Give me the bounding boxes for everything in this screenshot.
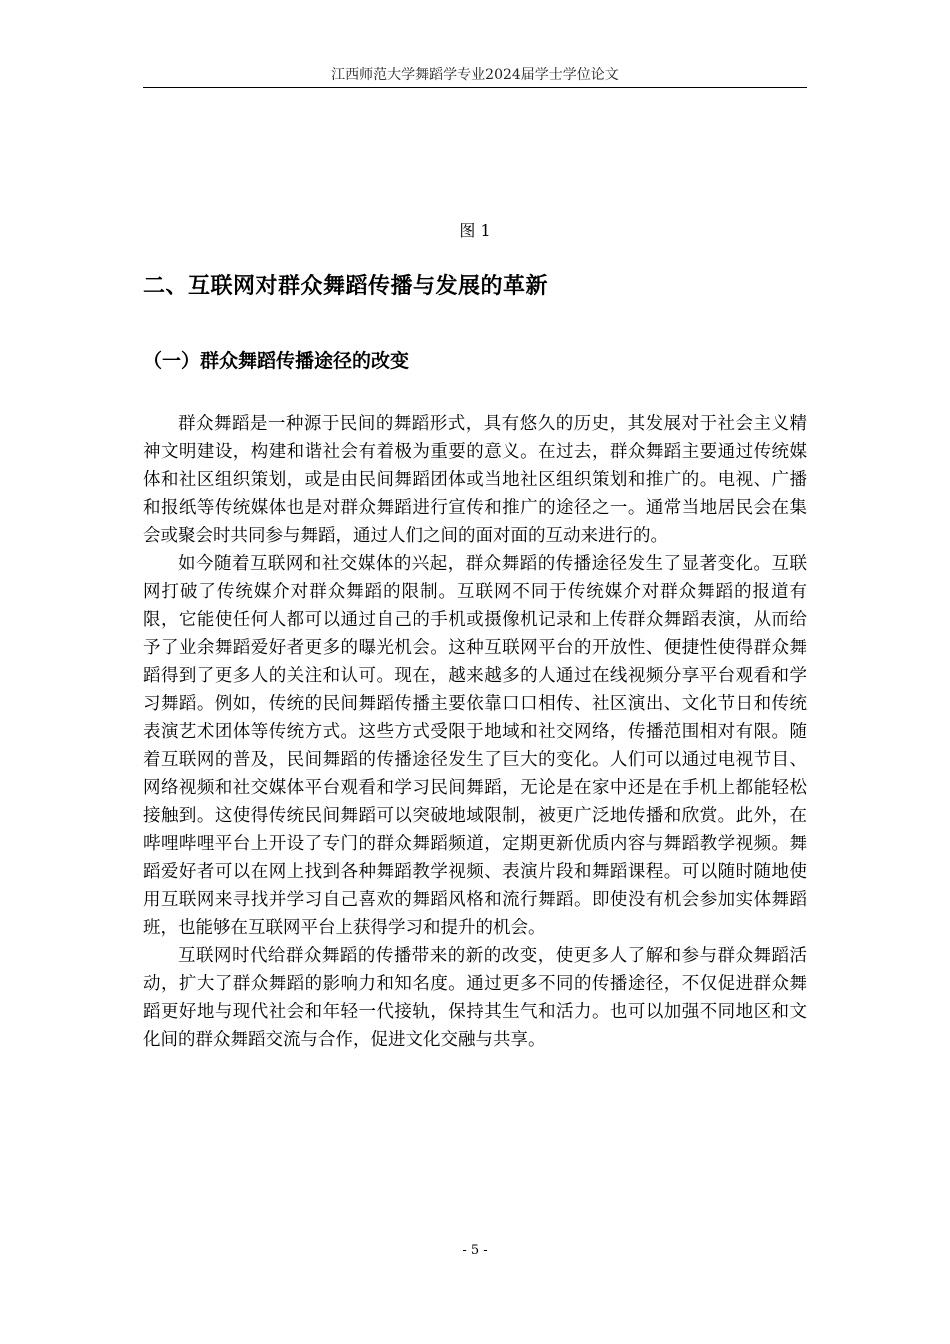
paragraph: 互联网时代给群众舞蹈的传播带来的新的改变，使更多人了解和参与群众舞蹈活动，扩大了群众舞蹈的影响力和知名度。通过更多不同的传播途径，不仅促进群众舞蹈更好地与现代社会和年轻一代接轨，保持其生气和活力。也可以加强不同地区和文化间的群众舞蹈交流与合作，促进文化交融与共享。: [143, 946, 807, 1050]
paragraph: 群众舞蹈是一种源于民间的舞蹈形式，具有悠久的历史，其发展对于社会主义精神文明建设，构建和谐社会有着极为重要的意义。在过去，群众舞蹈主要通过传统媒体和社区组织策划，或是由民间舞蹈团体或当地社区组织策划和推广的。电视、广播和报纸等传统媒体也是对群众舞蹈进行宣传和推广的途径之一。通常当地居民会在集会或聚会时共同参与舞蹈，通过人们之间的面对面的互动来进行的。: [143, 414, 807, 546]
section-heading: 二、互联网对群众舞蹈传播与发展的革新: [143, 274, 549, 299]
header-rule: [143, 87, 807, 88]
paragraph: 如今随着互联网和社交媒体的兴起，群众舞蹈的传播途径发生了显著变化。互联网打破了传统媒介对群众舞蹈的限制。互联网不同于传统媒介对群众舞蹈的报道有限，它能使任何人都可以通过自己的手机或摄像机记录和上传群众舞蹈表演，从而给予了业余舞蹈爱好者更多的曝光机会。这种互联网平台的开放性、便捷性使得群众舞蹈得到了更多人的关注和认可。现在，越来越多的人通过在线视频分享平台观看和学习舞蹈。例如，传统的民间舞蹈传播主要依靠口口相传、社区演出、文化节日和传统表演艺术团体等传统方式。这些方式受限于地域和社交网络，传播范围相对有限。随着互联网的普及，民间舞蹈的传播途径发生了巨大的变化。人们可以通过电视节目、网络视频和社交媒体平台观看和学习民间舞蹈，无论是在家中还是在手机上都能轻松接触到。这使得传统民间舞蹈可以突破地域限制，被更广泛地传播和欣赏。此外，在哔哩哔哩平台上开设了专门的群众舞蹈频道，定期更新优质内容与舞蹈教学视频。舞蹈爱好者可以在网上找到各种舞蹈教学视频、表演片段和舞蹈课程。可以随时随地使用互联网来寻找并学习自己喜欢的舞蹈风格和流行舞蹈。即使没有机会参加实体舞蹈班，也能够在互联网平台上获得学习和提升的机会。: [143, 554, 807, 938]
page-number: - 5 -: [462, 1243, 488, 1258]
figure-caption: 图 1: [459, 221, 491, 240]
subsection-heading: （一）群众舞蹈传播途径的改变: [143, 350, 410, 372]
running-header: 江西师范大学舞蹈学专业2024届学士学位论文: [331, 67, 619, 83]
body-text: [143, 410, 807, 1054]
